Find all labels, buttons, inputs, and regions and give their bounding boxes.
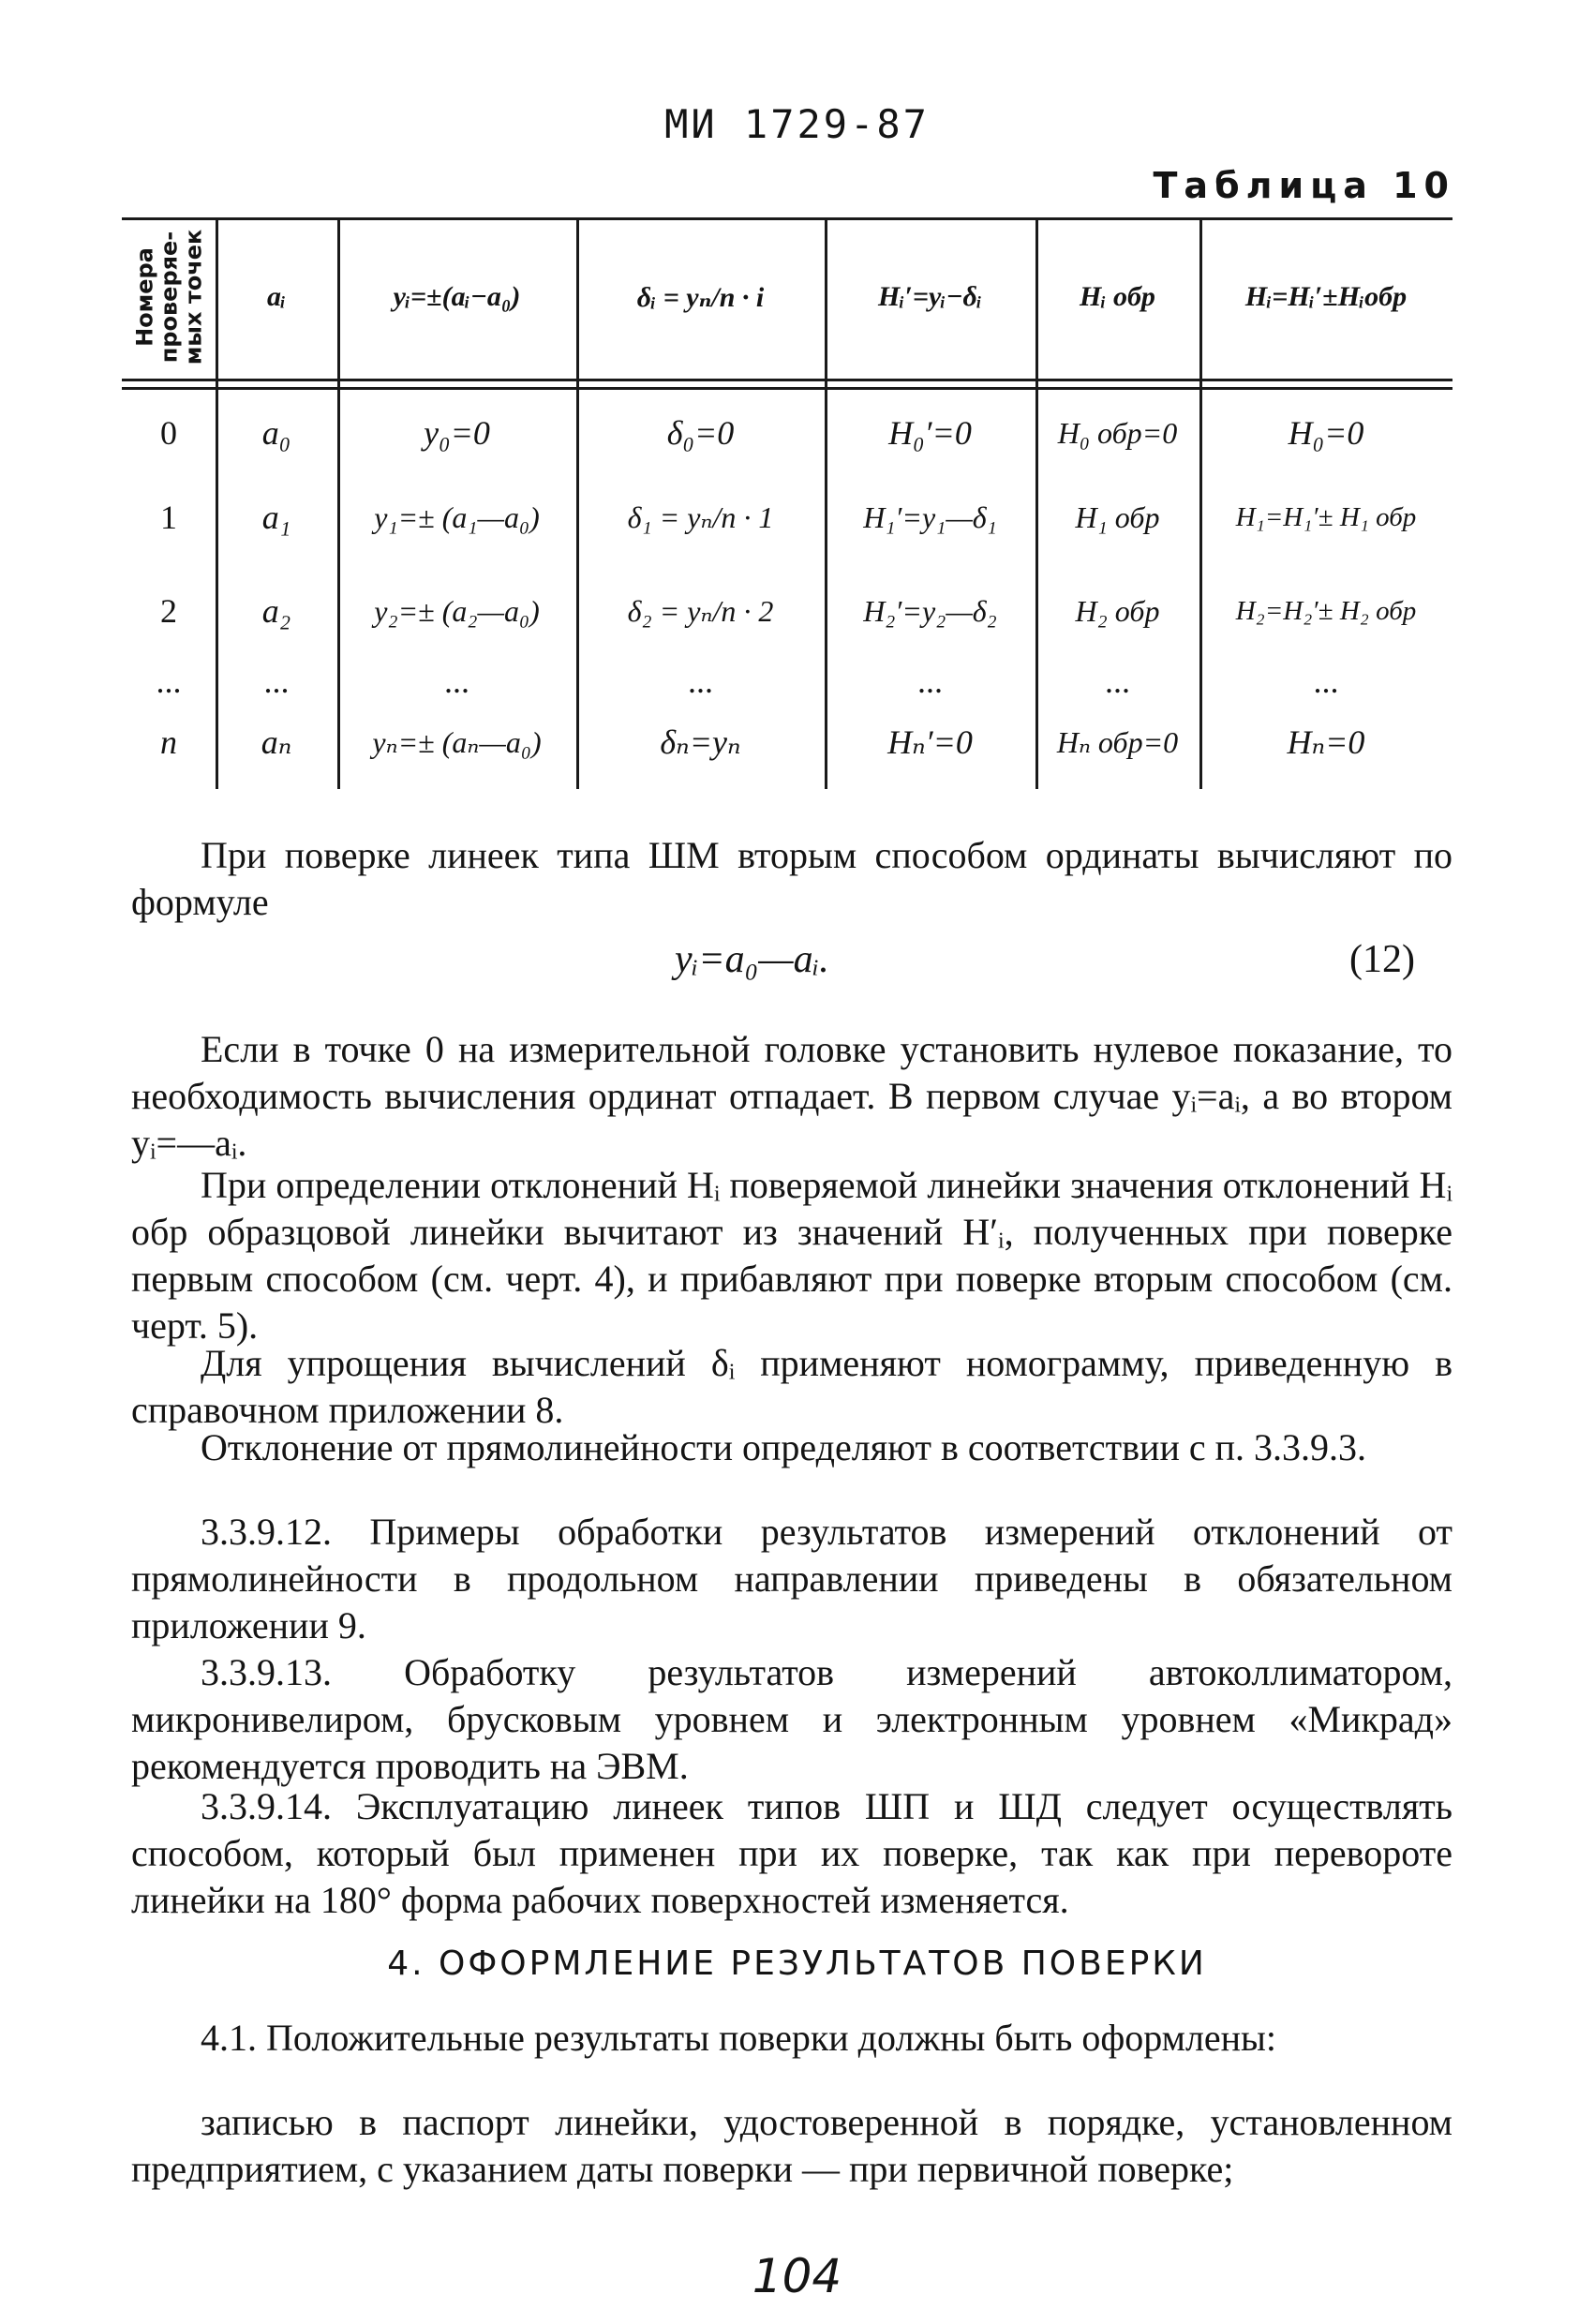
formula-number: (12) xyxy=(1349,938,1415,981)
table-cell: n xyxy=(160,723,177,761)
paragraph-shm-method: При поверке линеек типа ШМ вторым способом ординаты вычисляют по формуле xyxy=(131,834,1452,923)
table-cell: H₂ обр xyxy=(1075,593,1160,628)
paragraph-3-3-9-13: 3.3.9.13. Обработку результатов измерений автоколлиматором, микронивелиром, брусковым уровнем и электронным уровнем «Микрад» рекомендуется проводить на ЭВМ. xyxy=(131,1651,1452,1787)
paragraph-3-3-9-12: 3.3.9.12. Примеры обработки результатов измерений отклонений от прямолинейности в продольном направлении приведены в обязательном приложении 9. xyxy=(131,1511,1452,1646)
table-cell: ... xyxy=(1105,663,1130,700)
table-caption: Таблица 10 xyxy=(1153,165,1455,206)
header-h-prime: Hᵢ′=yᵢ−δᵢ xyxy=(878,281,982,312)
formula-12 xyxy=(131,937,1452,989)
table-cell: ... xyxy=(1313,663,1339,700)
table-cell: H₀=0 xyxy=(1288,414,1364,452)
table-cell: ... xyxy=(156,663,182,700)
table-cell: a₁ xyxy=(261,499,291,536)
table-header-rule xyxy=(122,379,1452,381)
formula-expression: yᵢ=a₀—aᵢ. xyxy=(675,938,829,981)
paragraph-deviations: При определении отклонений Hᵢ поверяемой линейки значения отклонений Hᵢ обр образцовой линейки вычитают из значений H′ᵢ, полученных при поверке первым способом (см. черт. 4), и прибавляют при поверке вторым способом (см. черт. 5). xyxy=(131,1164,1452,1347)
table-cell: 2 xyxy=(160,592,177,630)
table-cell: H₂′=y₂—δ₂ xyxy=(863,593,997,628)
table-cell: H₀′=0 xyxy=(888,414,972,452)
table-cell: y₀=0 xyxy=(424,414,490,452)
verification-table xyxy=(122,217,1452,789)
page-number: 104 xyxy=(752,2249,842,2303)
table-cell: H₁′=y₁—δ₁ xyxy=(863,499,997,534)
table-cell: δ₁ = yₙ/n · 1 xyxy=(627,500,774,534)
table-cell: δₙ=yₙ xyxy=(660,723,741,761)
header-a: aᵢ xyxy=(266,281,287,312)
document-code: МИ 1729-87 xyxy=(664,101,930,147)
table-cell: yₙ=± (aₙ—a₀) xyxy=(372,725,542,759)
paragraph-3-3-9-14: 3.3.9.14. Эксплуатацию линеек типов ШП и ШД следует осуществлять способом, который был применен при их поверке, так как при перевороте линейки на 180° форма рабочих поверхностей изменяется. xyxy=(131,1785,1452,1921)
table-header-rule-double xyxy=(122,387,1452,390)
table-cell: δ₀=0 xyxy=(666,414,735,452)
table-cell: ... xyxy=(688,663,713,700)
table-cell: y₁=± (a₁—a₀) xyxy=(374,499,540,534)
table-cell: 0 xyxy=(160,414,177,452)
table-cell: a₂ xyxy=(261,592,291,630)
table-cell: δ₂ = yₙ/n · 2 xyxy=(627,594,774,628)
table-cell: H₁=H₁′± H₁ обр xyxy=(1235,501,1417,532)
header-point-numbers: Номера проверяе- мых точек xyxy=(131,229,207,365)
paragraph-passport-record: записью в паспорт линейки, удостоверенной в порядке, установленном предприятием, с указанием даты поверки — при первичной поверке; xyxy=(131,2101,1452,2190)
table-cell: H₂=H₂′± H₂ обр xyxy=(1235,595,1417,626)
table-cell: a₀ xyxy=(261,414,291,452)
paragraph-straightness: Отклонение от прямолинейности определяют в соответствии с п. 3.3.9.3. xyxy=(201,1426,1367,1468)
table-cell: ... xyxy=(263,663,290,700)
header-h-obr: Hᵢ обр xyxy=(1080,281,1155,312)
section-heading: 4. ОФОРМЛЕНИЕ РЕЗУЛЬТАТОВ ПОВЕРКИ xyxy=(387,1944,1207,1983)
paragraph-nomogram: Для упрощения вычислений δᵢ применяют номограмму, приведенную в справочном приложении 8. xyxy=(131,1342,1452,1431)
header-delta: δᵢ = yₙ/n · i xyxy=(636,281,765,313)
header-h-result: Hᵢ=Hᵢ′±Hᵢобр xyxy=(1244,281,1408,312)
table-cell: aₙ xyxy=(261,723,292,761)
paragraph-4-1: 4.1. Положительные результаты поверки должны быть оформлены: xyxy=(201,2017,1277,2059)
table-cell: ... xyxy=(444,663,469,700)
table-cell: ... xyxy=(917,663,943,700)
table-cell: 1 xyxy=(160,499,177,536)
header-y: yᵢ=±(aᵢ−a₀) xyxy=(393,281,521,312)
table-cell: y₂=± (a₂—a₀) xyxy=(374,593,540,628)
table-cell: Hₙ=0 xyxy=(1287,723,1365,761)
table-cell: H₁ обр xyxy=(1075,499,1160,534)
table-cell: H₀ обр=0 xyxy=(1057,415,1178,450)
table-cell: Hₙ обр=0 xyxy=(1056,725,1179,759)
table-cell: Hₙ′=0 xyxy=(887,723,973,761)
paragraph-zero-reading: Если в точке 0 на измерительной головке установить нулевое показание, то необходимость вычисления ординат отпадает. В первом случае yᵢ=aᵢ, а во втором yᵢ=—aᵢ. xyxy=(131,1028,1452,1164)
